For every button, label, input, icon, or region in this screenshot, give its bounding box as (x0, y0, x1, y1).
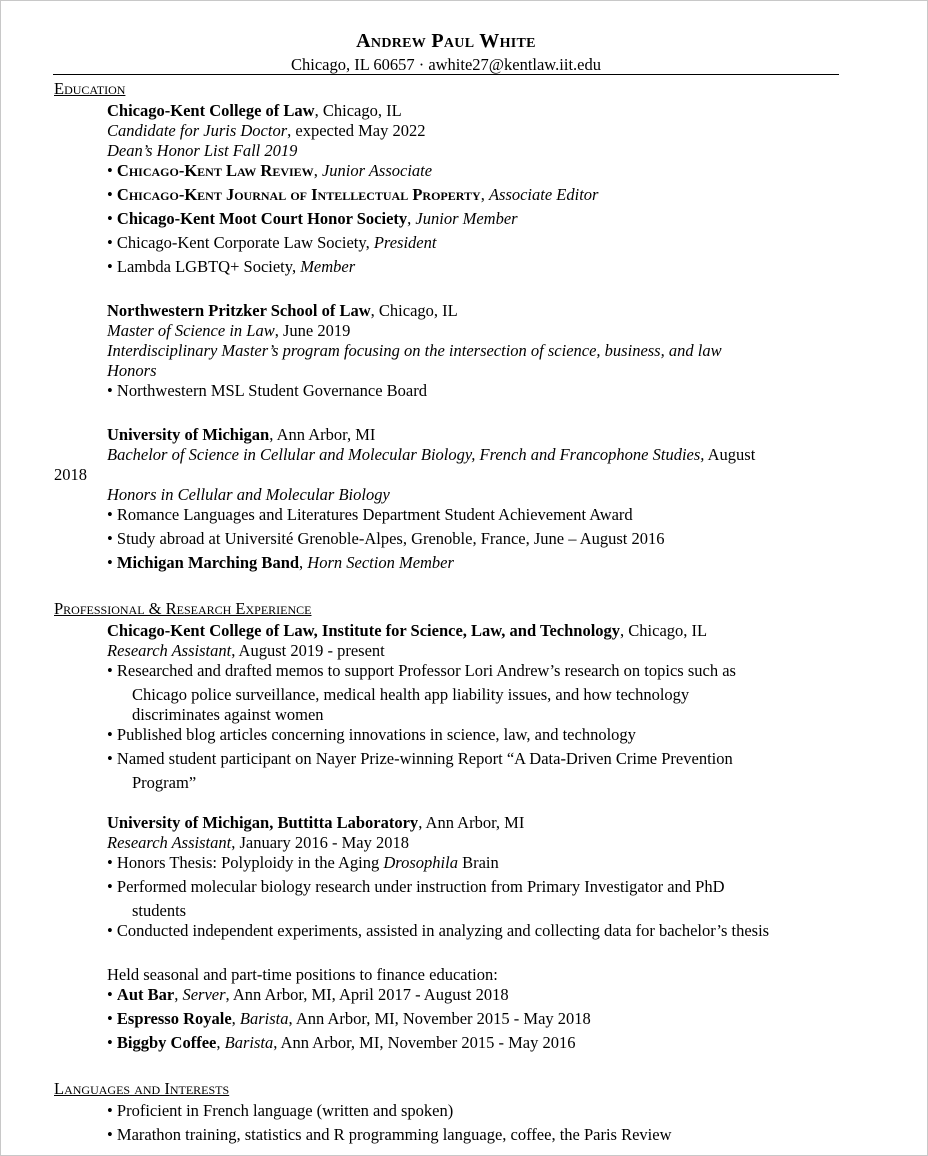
michigan-degree: Bachelor of Science in Cellular and Molecular Biology, French and Francophone Studies, (107, 445, 705, 464)
separator: , (365, 233, 374, 252)
bullet-marker: • (107, 725, 117, 744)
bullet-marker: • (107, 185, 117, 204)
list-item (107, 553, 454, 573)
interest-item: Marathon training, statistics and R programming language, coffee, the Paris Review (116, 1125, 672, 1144)
separator: , (216, 1033, 225, 1052)
list-item (107, 877, 725, 897)
list-item (107, 505, 633, 525)
list-item (107, 853, 499, 873)
iit-job-title-line (107, 641, 385, 661)
bullet-marker: • (107, 505, 117, 524)
bullet-marker: • (107, 1009, 117, 1028)
kent-degree: Candidate for Juris Doctor (107, 121, 288, 140)
seasonal-job-org: Aut Bar (116, 985, 175, 1004)
bullet-marker: • (107, 381, 117, 400)
michigan-honor: Honors in Cellular and Molecular Biology (107, 485, 390, 504)
seasonal-job-org: Biggby Coffee (116, 1033, 217, 1052)
section-heading-languages: Languages and Interests (54, 1079, 230, 1098)
northwestern-honors-label: Honors (107, 361, 157, 380)
bullet-marker: • (107, 661, 117, 680)
separator: , (313, 161, 322, 180)
list-item (107, 985, 509, 1005)
northwestern-item: Northwestern MSL Student Governance Board (116, 381, 427, 400)
iit-job-bullet-cont: Chicago police surveillance, medical health app liability issues, and how technology (132, 685, 690, 704)
iit-job-org: Chicago-Kent College of Law, Institute for Science, Law, and Technology (107, 621, 621, 640)
michigan-school-line (107, 425, 375, 445)
umich-job-title: Research Assistant (107, 833, 232, 852)
iit-job-bullet-cont: discriminates against women (132, 705, 324, 724)
bullet-marker: • (107, 257, 117, 276)
bullet-marker: • (107, 209, 117, 228)
bullet-marker: • (107, 553, 117, 572)
contact-line: Chicago, IL 60657 · awhite27@kentlaw.iit.edu (291, 55, 601, 74)
list-item (107, 185, 598, 205)
kent-item-org: Chicago-Kent Moot Court Honor Society (116, 209, 408, 228)
michigan-band: Michigan Marching Band (116, 553, 300, 572)
michigan-item: Study abroad at Université Grenoble-Alpes, Grenoble, France, June – August 2016 (116, 529, 665, 548)
seasonal-intro: Held seasonal and part-time positions to finance education: (107, 965, 498, 984)
bullet-marker: • (107, 161, 117, 180)
list-item (107, 161, 432, 181)
iit-job-bullet-text: Researched and drafted memos to support Professor Lori Andrew’s research on topics such as (116, 661, 736, 680)
list-item (107, 661, 736, 681)
umich-job-bullet-cont: students (132, 901, 187, 920)
michigan-item: Romance Languages and Literatures Department Student Achievement Award (116, 505, 633, 524)
kent-item-role: Junior Member (415, 209, 518, 228)
list-item (107, 1033, 575, 1053)
iit-job-bullet-text: Named student participant on Nayer Prize-winning Report “A Data-Driven Crime Prevention (116, 749, 733, 768)
iit-job-org-line (107, 621, 707, 641)
separator: , (231, 1009, 240, 1028)
separator: , (299, 553, 308, 572)
seasonal-job-rest: , Ann Arbor, MI, November 2015 - May 2016 (273, 1033, 576, 1052)
umich-job-org: University of Michigan, Buttitta Laboratory (107, 813, 419, 832)
kent-item-org: Lambda LGBTQ+ Society (116, 257, 292, 276)
kent-honor: Dean’s Honor List Fall 2019 (107, 141, 298, 160)
northwestern-location: , Chicago, IL (370, 301, 458, 320)
umich-job-bullet-italic: Drosophila (383, 853, 458, 872)
michigan-degree-date: August (704, 445, 756, 464)
northwestern-school-line (107, 301, 458, 321)
seasonal-job-role: Barista (224, 1033, 274, 1052)
section-heading-experience: Professional & Research Experience (54, 599, 312, 618)
kent-item-org: Chicago-Kent Law Review (116, 161, 314, 180)
seasonal-job-role: Barista (239, 1009, 289, 1028)
kent-school: Chicago-Kent College of Law (107, 101, 315, 120)
bullet-marker: • (107, 921, 117, 940)
kent-item-org: Chicago-Kent Journal of Intellectual Property (116, 185, 481, 204)
kent-item-org: Chicago-Kent Corporate Law Society (116, 233, 366, 252)
bullet-marker: • (107, 749, 117, 768)
seasonal-job-rest: , Ann Arbor, MI, November 2015 - May 2018 (288, 1009, 591, 1028)
bullet-marker: • (107, 877, 117, 896)
list-item (107, 1009, 591, 1029)
michigan-degree-year: 2018 (54, 465, 87, 484)
umich-job-bullet-text: Honors Thesis: Polyploidy in the Aging (116, 853, 384, 872)
list-item (107, 529, 665, 549)
kent-degree-date: , expected May 2022 (287, 121, 426, 140)
iit-job-bullet-text: Published blog articles concerning innovations in science, law, and technology (116, 725, 636, 744)
interest-item: Proficient in French language (written and spoken) (116, 1101, 454, 1120)
iit-job-title: Research Assistant (107, 641, 232, 660)
list-item (107, 233, 436, 253)
bullet-marker: • (107, 233, 117, 252)
bullet-marker: • (107, 529, 117, 548)
list-item (107, 725, 636, 745)
kent-item-role: President (373, 233, 437, 252)
header-divider (53, 74, 839, 75)
northwestern-description: Interdisciplinary Master’s program focusing on the intersection of science, business, and law (107, 341, 722, 360)
umich-job-bullet-text: Conducted independent experiments, assisted in analyzing and collecting data for bachelor’s thesis (116, 921, 770, 940)
northwestern-degree-date: , June 2019 (274, 321, 351, 340)
umich-job-bullet-text: Performed molecular biology research under instruction from Primary Investigator and PhD (116, 877, 725, 896)
section-heading-education: Education (54, 79, 126, 98)
northwestern-degree-line (107, 321, 350, 341)
bullet-marker: • (107, 985, 117, 1004)
kent-item-role: Junior Associate (321, 161, 433, 180)
list-item (107, 1125, 672, 1145)
umich-job-org-line (107, 813, 524, 833)
list-item (107, 381, 427, 401)
bullet-marker: • (107, 853, 117, 872)
separator: , (291, 257, 301, 276)
separator: , (174, 985, 183, 1004)
list-item (107, 1101, 453, 1121)
list-item (107, 257, 355, 277)
kent-degree-line (107, 121, 426, 141)
seasonal-job-org: Espresso Royale (116, 1009, 232, 1028)
seasonal-job-rest: , Ann Arbor, MI, April 2017 - August 2018 (225, 985, 509, 1004)
iit-job-bullet-cont: Program” (132, 773, 197, 792)
list-item (107, 921, 769, 941)
northwestern-degree: Master of Science in Law (107, 321, 275, 340)
northwestern-school: Northwestern Pritzker School of Law (107, 301, 371, 320)
michigan-band-role: Horn Section Member (307, 553, 454, 572)
list-item (107, 209, 518, 229)
michigan-school: University of Michigan (107, 425, 270, 444)
bullet-marker: • (107, 1101, 117, 1120)
separator: , (480, 185, 489, 204)
iit-job-location: , Chicago, IL (620, 621, 708, 640)
seasonal-job-role: Server (182, 985, 226, 1004)
bullet-marker: • (107, 1033, 117, 1052)
bullet-marker: • (107, 1125, 117, 1144)
umich-job-title-line (107, 833, 409, 853)
michigan-degree-line (107, 445, 755, 465)
kent-school-line (107, 101, 402, 121)
separator: , (407, 209, 416, 228)
candidate-name: Andrew Paul White (356, 30, 536, 52)
kent-item-role: Associate Editor (488, 185, 599, 204)
kent-item-role: Member (300, 257, 356, 276)
umich-job-location: , Ann Arbor, MI (418, 813, 525, 832)
kent-location: , Chicago, IL (314, 101, 402, 120)
michigan-location: , Ann Arbor, MI (269, 425, 376, 444)
umich-job-dates: , January 2016 - May 2018 (231, 833, 410, 852)
umich-job-bullet-text: Brain (457, 853, 499, 872)
iit-job-dates: , August 2019 - present (231, 641, 385, 660)
list-item (107, 749, 733, 769)
